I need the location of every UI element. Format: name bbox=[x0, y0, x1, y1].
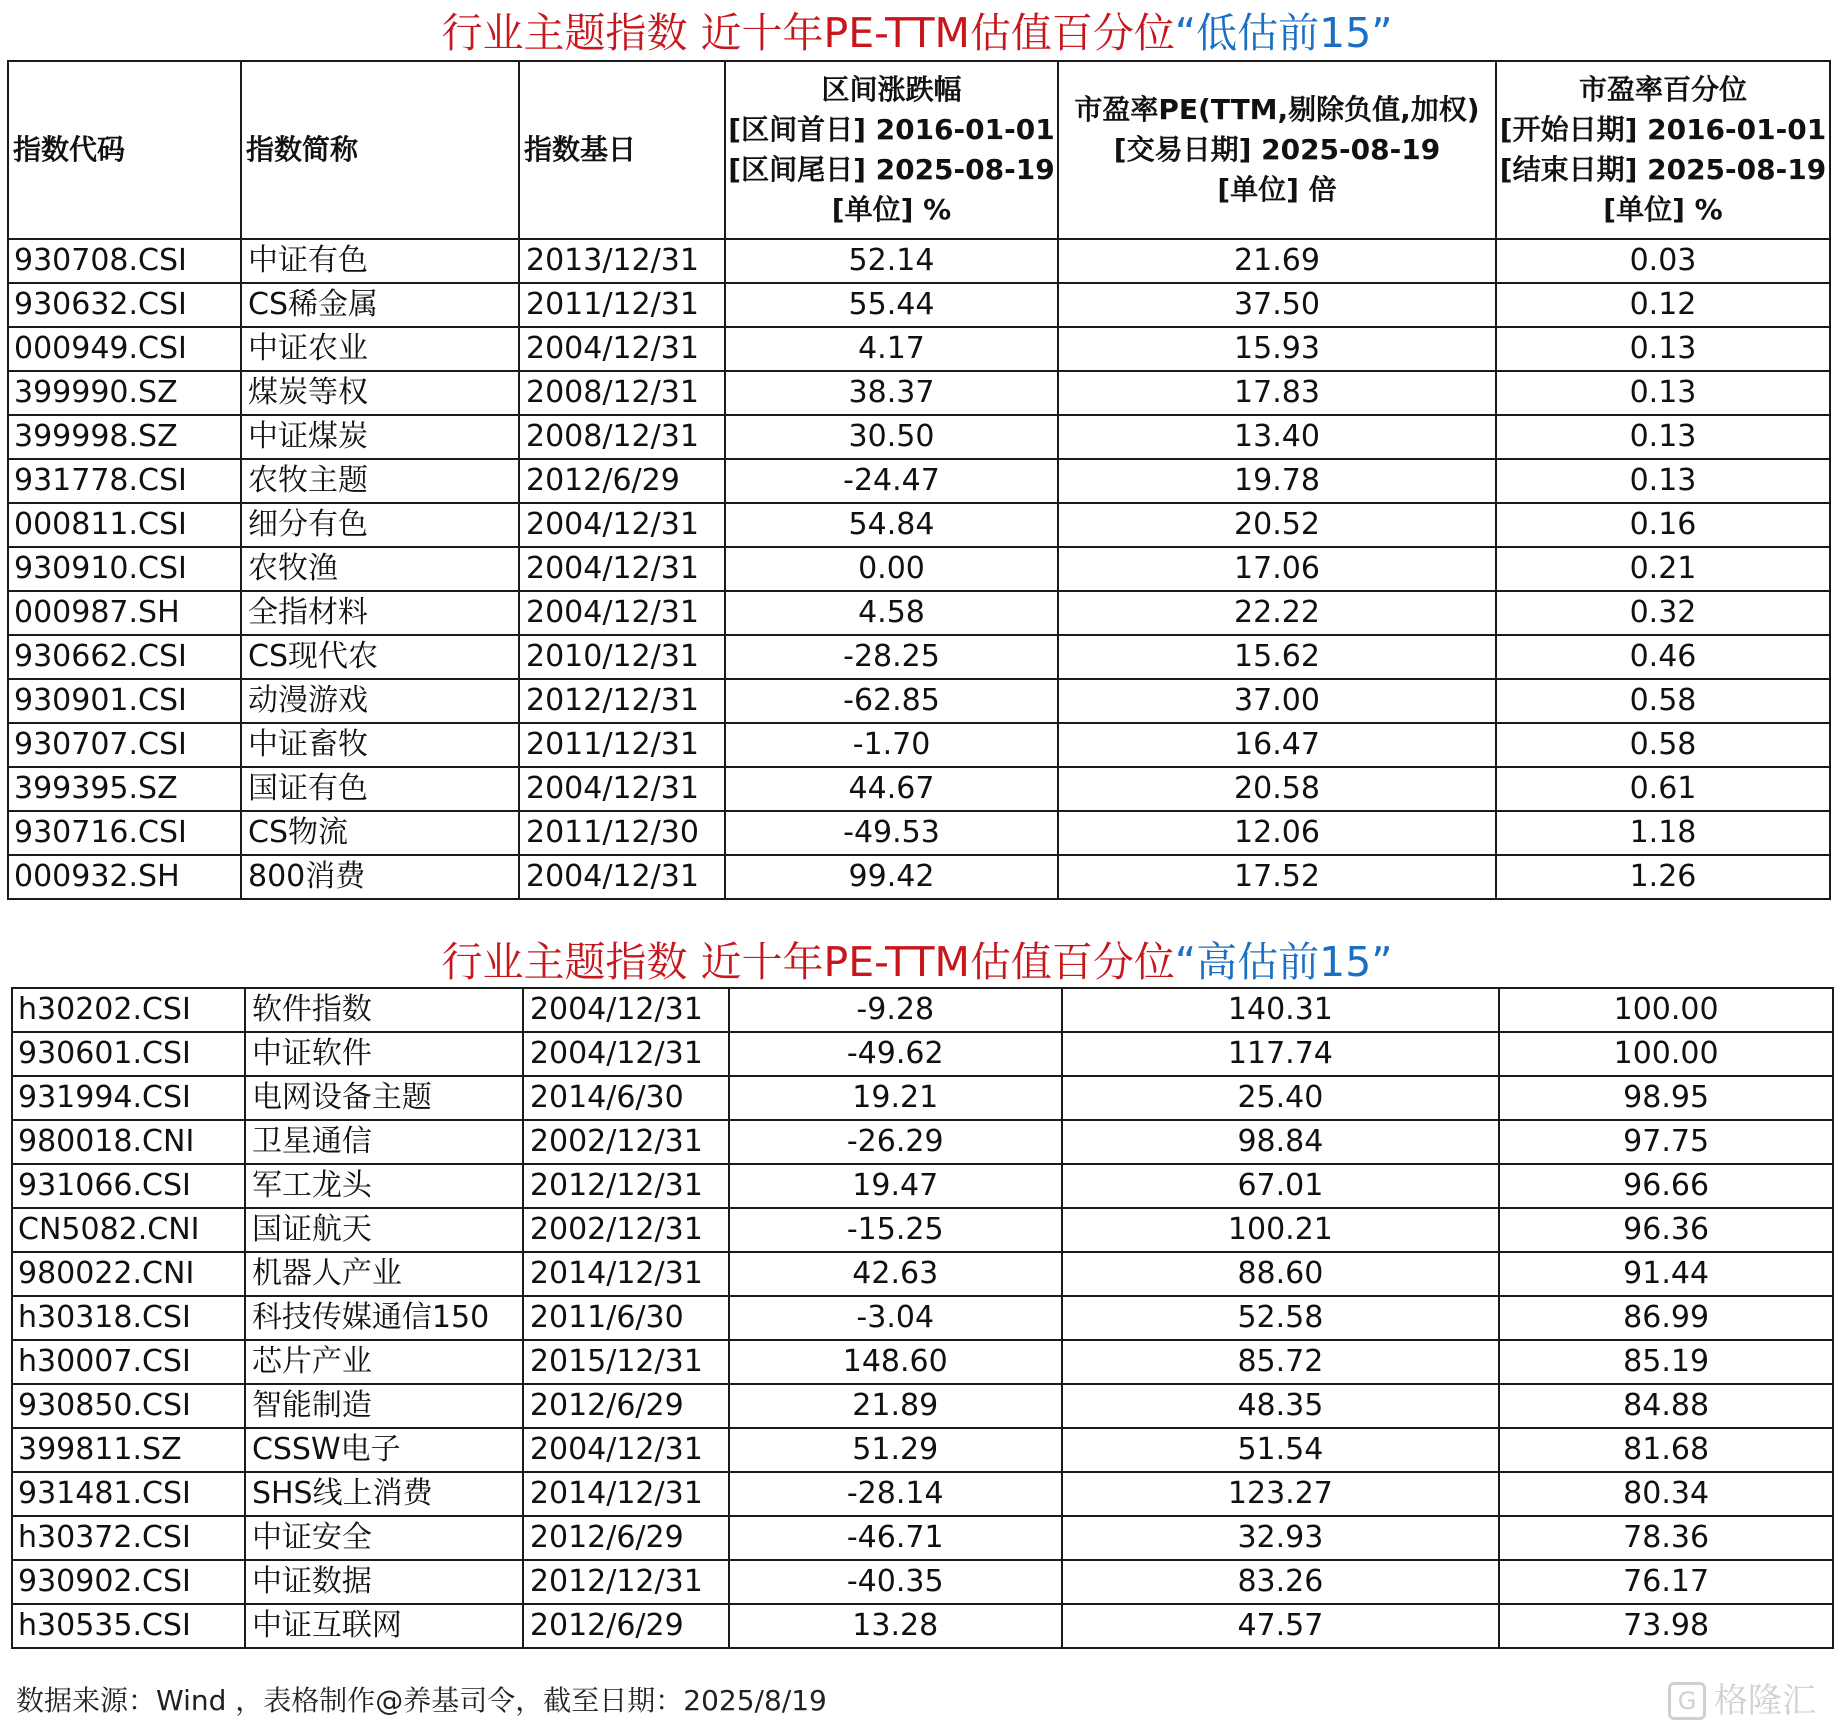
cell-base-date: 2002/12/31 bbox=[523, 1120, 729, 1164]
cell-base-date: 2012/6/29 bbox=[523, 1384, 729, 1428]
cell-pe: 67.01 bbox=[1062, 1164, 1500, 1208]
header-percentile-line: [单位] % bbox=[1603, 193, 1723, 226]
cell-change: 148.60 bbox=[729, 1340, 1062, 1384]
cell-index-code: 931066.CSI bbox=[12, 1164, 245, 1208]
cell-pe: 123.27 bbox=[1062, 1472, 1500, 1516]
high-valuation-title bbox=[0, 934, 1834, 990]
cell-base-date: 2002/12/31 bbox=[523, 1208, 729, 1252]
cell-pe: 100.21 bbox=[1062, 1208, 1500, 1252]
header-percentile-line: 市盈率百分位 bbox=[1578, 73, 1747, 106]
cell-index-code: 930601.CSI bbox=[12, 1032, 245, 1076]
low-title-main: 行业主题指数 近十年PE-TTM估值百分位 bbox=[441, 9, 1175, 57]
cell-index-code: 931778.CSI bbox=[8, 459, 241, 503]
cell-change: 55.44 bbox=[725, 283, 1058, 327]
cell-index-name: CS物流 bbox=[241, 811, 519, 855]
cell-base-date: 2004/12/31 bbox=[519, 547, 725, 591]
cell-index-name: 中证煤炭 bbox=[241, 415, 519, 459]
table-row bbox=[12, 1428, 1833, 1472]
cell-index-code: h30202.CSI bbox=[12, 988, 245, 1032]
header-percentile-line: [开始日期] 2016-01-01 bbox=[1499, 113, 1827, 146]
cell-change: -15.25 bbox=[729, 1208, 1062, 1252]
table-row bbox=[8, 723, 1830, 767]
cell-percentile: 0.12 bbox=[1496, 283, 1830, 327]
table-row bbox=[12, 1076, 1833, 1120]
cell-index-code: 399998.SZ bbox=[8, 415, 241, 459]
cell-percentile: 78.36 bbox=[1499, 1516, 1833, 1560]
cell-index-name: 农牧渔 bbox=[241, 547, 519, 591]
cell-pe: 47.57 bbox=[1062, 1604, 1500, 1648]
cell-percentile: 96.66 bbox=[1499, 1164, 1833, 1208]
table-row bbox=[12, 1384, 1833, 1428]
table-row bbox=[12, 1296, 1833, 1340]
cell-pe: 48.35 bbox=[1062, 1384, 1500, 1428]
cell-index-name: 科技传媒通信150 bbox=[245, 1296, 523, 1340]
cell-index-name: 中证软件 bbox=[245, 1032, 523, 1076]
table-row bbox=[8, 591, 1830, 635]
cell-index-code: 000932.SH bbox=[8, 855, 241, 899]
header-percentile-line: [结束日期] 2025-08-19 bbox=[1499, 153, 1827, 186]
cell-index-code: 000949.CSI bbox=[8, 327, 241, 371]
header-base-date: 指数基日 bbox=[519, 61, 725, 239]
cell-change: -28.25 bbox=[725, 635, 1058, 679]
table-row bbox=[12, 1208, 1833, 1252]
cell-pe: 25.40 bbox=[1062, 1076, 1500, 1120]
header-code: 指数代码 bbox=[8, 61, 241, 239]
cell-pe: 98.84 bbox=[1062, 1120, 1500, 1164]
cell-index-name: 800消费 bbox=[241, 855, 519, 899]
table-row bbox=[8, 855, 1830, 899]
header-pe bbox=[1058, 61, 1496, 239]
cell-change: -28.14 bbox=[729, 1472, 1062, 1516]
table-row bbox=[8, 327, 1830, 371]
cell-percentile: 0.21 bbox=[1496, 547, 1830, 591]
cell-percentile: 0.16 bbox=[1496, 503, 1830, 547]
cell-change: 99.42 bbox=[725, 855, 1058, 899]
cell-pe: 83.26 bbox=[1062, 1560, 1500, 1604]
cell-index-code: 931481.CSI bbox=[12, 1472, 245, 1516]
cell-base-date: 2008/12/31 bbox=[519, 371, 725, 415]
cell-percentile: 98.95 bbox=[1499, 1076, 1833, 1120]
cell-percentile: 81.68 bbox=[1499, 1428, 1833, 1472]
header-percentile bbox=[1496, 61, 1830, 239]
cell-base-date: 2012/12/31 bbox=[523, 1164, 729, 1208]
cell-base-date: 2012/12/31 bbox=[523, 1560, 729, 1604]
cell-index-name: 卫星通信 bbox=[245, 1120, 523, 1164]
cell-base-date: 2011/12/31 bbox=[519, 283, 725, 327]
cell-percentile: 96.36 bbox=[1499, 1208, 1833, 1252]
cell-pe: 20.58 bbox=[1058, 767, 1496, 811]
watermark-text: 格隆汇 bbox=[1714, 1681, 1816, 1721]
watermark-logo-icon: G bbox=[1668, 1682, 1706, 1720]
cell-index-name: CSSW电子 bbox=[245, 1428, 523, 1472]
table-header-row bbox=[8, 61, 1830, 239]
data-source-footer: 数据来源：Wind ，表格制作@养基司令，截至日期：2025/8/19 bbox=[16, 1684, 827, 1717]
cell-pe: 51.54 bbox=[1062, 1428, 1500, 1472]
cell-pe: 21.69 bbox=[1058, 239, 1496, 283]
cell-change: 13.28 bbox=[729, 1604, 1062, 1648]
high-valuation-table bbox=[11, 987, 1834, 1649]
cell-change: 51.29 bbox=[729, 1428, 1062, 1472]
cell-percentile: 100.00 bbox=[1499, 988, 1833, 1032]
table-row bbox=[8, 459, 1830, 503]
cell-index-code: 000811.CSI bbox=[8, 503, 241, 547]
header-change-line: 区间涨跌幅 bbox=[821, 73, 962, 106]
cell-base-date: 2014/12/31 bbox=[523, 1252, 729, 1296]
cell-base-date: 2012/12/31 bbox=[519, 679, 725, 723]
header-change-line: [区间首日] 2016-01-01 bbox=[728, 113, 1055, 146]
cell-percentile: 80.34 bbox=[1499, 1472, 1833, 1516]
cell-base-date: 2008/12/31 bbox=[519, 415, 725, 459]
cell-change: 54.84 bbox=[725, 503, 1058, 547]
cell-change: 19.47 bbox=[729, 1164, 1062, 1208]
cell-change: -49.62 bbox=[729, 1032, 1062, 1076]
cell-index-name: 农牧主题 bbox=[241, 459, 519, 503]
low-valuation-title bbox=[0, 5, 1834, 61]
cell-percentile: 0.58 bbox=[1496, 723, 1830, 767]
cell-index-code: 931994.CSI bbox=[12, 1076, 245, 1120]
cell-percentile: 84.88 bbox=[1499, 1384, 1833, 1428]
cell-pe: 15.62 bbox=[1058, 635, 1496, 679]
table-row bbox=[8, 811, 1830, 855]
cell-index-code: 930707.CSI bbox=[8, 723, 241, 767]
cell-index-code: 930910.CSI bbox=[8, 547, 241, 591]
cell-base-date: 2010/12/31 bbox=[519, 635, 725, 679]
high-title-main: 行业主题指数 近十年PE-TTM估值百分位 bbox=[441, 938, 1175, 986]
table-row bbox=[8, 547, 1830, 591]
table-row bbox=[8, 371, 1830, 415]
cell-base-date: 2004/12/31 bbox=[519, 591, 725, 635]
cell-base-date: 2014/12/31 bbox=[523, 1472, 729, 1516]
cell-change: -24.47 bbox=[725, 459, 1058, 503]
table-row bbox=[12, 1604, 1833, 1648]
table-row bbox=[8, 239, 1830, 283]
cell-percentile: 91.44 bbox=[1499, 1252, 1833, 1296]
table-row bbox=[12, 1164, 1833, 1208]
cell-base-date: 2004/12/31 bbox=[519, 503, 725, 547]
cell-pe: 117.74 bbox=[1062, 1032, 1500, 1076]
cell-index-code: 930632.CSI bbox=[8, 283, 241, 327]
cell-index-code: 930901.CSI bbox=[8, 679, 241, 723]
cell-change: 0.00 bbox=[725, 547, 1058, 591]
cell-base-date: 2012/6/29 bbox=[523, 1516, 729, 1560]
table-row bbox=[12, 1252, 1833, 1296]
cell-pe: 19.78 bbox=[1058, 459, 1496, 503]
cell-index-code: CN5082.CNI bbox=[12, 1208, 245, 1252]
cell-percentile: 97.75 bbox=[1499, 1120, 1833, 1164]
cell-percentile: 1.18 bbox=[1496, 811, 1830, 855]
cell-base-date: 2012/6/29 bbox=[523, 1604, 729, 1648]
cell-index-code: 980022.CNI bbox=[12, 1252, 245, 1296]
cell-pe: 17.52 bbox=[1058, 855, 1496, 899]
cell-base-date: 2011/12/30 bbox=[519, 811, 725, 855]
cell-index-code: h30372.CSI bbox=[12, 1516, 245, 1560]
cell-index-code: 000987.SH bbox=[8, 591, 241, 635]
cell-pe: 12.06 bbox=[1058, 811, 1496, 855]
cell-pe: 17.83 bbox=[1058, 371, 1496, 415]
cell-index-name: 军工龙头 bbox=[245, 1164, 523, 1208]
table-row bbox=[8, 635, 1830, 679]
low-title-quote: “低估前15” bbox=[1174, 9, 1393, 57]
cell-pe: 140.31 bbox=[1062, 988, 1500, 1032]
cell-base-date: 2011/12/31 bbox=[519, 723, 725, 767]
cell-index-name: 中证安全 bbox=[245, 1516, 523, 1560]
cell-change: 38.37 bbox=[725, 371, 1058, 415]
table-row bbox=[12, 1120, 1833, 1164]
high-table-body bbox=[12, 988, 1833, 1648]
cell-change: -49.53 bbox=[725, 811, 1058, 855]
cell-change: -3.04 bbox=[729, 1296, 1062, 1340]
cell-index-code: 930708.CSI bbox=[8, 239, 241, 283]
cell-percentile: 0.32 bbox=[1496, 591, 1830, 635]
header-name: 指数简称 bbox=[241, 61, 519, 239]
cell-index-code: 399990.SZ bbox=[8, 371, 241, 415]
cell-change: -1.70 bbox=[725, 723, 1058, 767]
cell-base-date: 2004/12/31 bbox=[523, 1032, 729, 1076]
cell-percentile: 0.61 bbox=[1496, 767, 1830, 811]
table-row bbox=[8, 679, 1830, 723]
cell-pe: 13.40 bbox=[1058, 415, 1496, 459]
header-pe-line: 市盈率PE(TTM,剔除负值,加权) bbox=[1074, 93, 1480, 126]
cell-index-name: 中证互联网 bbox=[245, 1604, 523, 1648]
cell-change: 42.63 bbox=[729, 1252, 1062, 1296]
cell-index-code: h30007.CSI bbox=[12, 1340, 245, 1384]
cell-index-name: 国证航天 bbox=[245, 1208, 523, 1252]
cell-percentile: 1.26 bbox=[1496, 855, 1830, 899]
cell-pe: 37.50 bbox=[1058, 283, 1496, 327]
cell-change: -9.28 bbox=[729, 988, 1062, 1032]
cell-index-name: 细分有色 bbox=[241, 503, 519, 547]
cell-change: 4.58 bbox=[725, 591, 1058, 635]
cell-percentile: 0.58 bbox=[1496, 679, 1830, 723]
cell-percentile: 0.13 bbox=[1496, 371, 1830, 415]
cell-pe: 52.58 bbox=[1062, 1296, 1500, 1340]
cell-change: 21.89 bbox=[729, 1384, 1062, 1428]
cell-index-code: 980018.CNI bbox=[12, 1120, 245, 1164]
cell-index-code: h30535.CSI bbox=[12, 1604, 245, 1648]
cell-pe: 15.93 bbox=[1058, 327, 1496, 371]
cell-index-code: 399811.SZ bbox=[12, 1428, 245, 1472]
cell-change: 30.50 bbox=[725, 415, 1058, 459]
cell-index-code: h30318.CSI bbox=[12, 1296, 245, 1340]
cell-pe: 16.47 bbox=[1058, 723, 1496, 767]
cell-index-name: CS稀金属 bbox=[241, 283, 519, 327]
cell-index-name: 中证有色 bbox=[241, 239, 519, 283]
cell-base-date: 2004/12/31 bbox=[523, 988, 729, 1032]
cell-percentile: 0.03 bbox=[1496, 239, 1830, 283]
cell-change: -46.71 bbox=[729, 1516, 1062, 1560]
table-row bbox=[8, 503, 1830, 547]
header-pe-line: [单位] 倍 bbox=[1217, 173, 1337, 206]
cell-pe: 20.52 bbox=[1058, 503, 1496, 547]
table-row bbox=[12, 1560, 1833, 1604]
cell-percentile: 0.13 bbox=[1496, 327, 1830, 371]
cell-pe: 32.93 bbox=[1062, 1516, 1500, 1560]
cell-change: 44.67 bbox=[725, 767, 1058, 811]
header-change-line: [单位] % bbox=[831, 193, 952, 226]
cell-index-name: 电网设备主题 bbox=[245, 1076, 523, 1120]
cell-percentile: 0.46 bbox=[1496, 635, 1830, 679]
cell-index-name: 国证有色 bbox=[241, 767, 519, 811]
low-valuation-table bbox=[7, 60, 1831, 900]
cell-pe: 37.00 bbox=[1058, 679, 1496, 723]
cell-index-code: 930662.CSI bbox=[8, 635, 241, 679]
cell-index-name: 智能制造 bbox=[245, 1384, 523, 1428]
header-change bbox=[725, 61, 1058, 239]
cell-change: 4.17 bbox=[725, 327, 1058, 371]
cell-index-code: 399395.SZ bbox=[8, 767, 241, 811]
table-row bbox=[8, 415, 1830, 459]
cell-index-name: CS现代农 bbox=[241, 635, 519, 679]
cell-index-code: 930850.CSI bbox=[12, 1384, 245, 1428]
cell-base-date: 2012/6/29 bbox=[519, 459, 725, 503]
cell-percentile: 76.17 bbox=[1499, 1560, 1833, 1604]
cell-change: -40.35 bbox=[729, 1560, 1062, 1604]
cell-index-name: 动漫游戏 bbox=[241, 679, 519, 723]
table-row bbox=[12, 1472, 1833, 1516]
cell-percentile: 73.98 bbox=[1499, 1604, 1833, 1648]
low-table-body bbox=[8, 239, 1830, 899]
cell-percentile: 86.99 bbox=[1499, 1296, 1833, 1340]
cell-index-name: SHS线上消费 bbox=[245, 1472, 523, 1516]
cell-index-name: 中证畜牧 bbox=[241, 723, 519, 767]
cell-change: -62.85 bbox=[725, 679, 1058, 723]
cell-pe: 17.06 bbox=[1058, 547, 1496, 591]
cell-base-date: 2004/12/31 bbox=[519, 327, 725, 371]
watermark bbox=[1668, 1681, 1816, 1721]
high-title-quote: “高估前15” bbox=[1174, 938, 1393, 986]
cell-base-date: 2013/12/31 bbox=[519, 239, 725, 283]
cell-index-name: 芯片产业 bbox=[245, 1340, 523, 1384]
table-row bbox=[12, 988, 1833, 1032]
table-row bbox=[12, 1516, 1833, 1560]
cell-pe: 22.22 bbox=[1058, 591, 1496, 635]
cell-index-code: 930716.CSI bbox=[8, 811, 241, 855]
cell-change: -26.29 bbox=[729, 1120, 1062, 1164]
cell-base-date: 2015/12/31 bbox=[523, 1340, 729, 1384]
table-row bbox=[8, 283, 1830, 327]
cell-index-name: 中证农业 bbox=[241, 327, 519, 371]
cell-base-date: 2011/6/30 bbox=[523, 1296, 729, 1340]
cell-index-name: 中证数据 bbox=[245, 1560, 523, 1604]
cell-change: 52.14 bbox=[725, 239, 1058, 283]
cell-index-name: 软件指数 bbox=[245, 988, 523, 1032]
cell-percentile: 0.13 bbox=[1496, 415, 1830, 459]
cell-pe: 88.60 bbox=[1062, 1252, 1500, 1296]
cell-pe: 85.72 bbox=[1062, 1340, 1500, 1384]
table-row bbox=[8, 767, 1830, 811]
cell-index-name: 全指材料 bbox=[241, 591, 519, 635]
header-pe-line: [交易日期] 2025-08-19 bbox=[1113, 133, 1441, 166]
cell-base-date: 2004/12/31 bbox=[523, 1428, 729, 1472]
cell-index-name: 机器人产业 bbox=[245, 1252, 523, 1296]
table-row bbox=[12, 1032, 1833, 1076]
cell-base-date: 2014/6/30 bbox=[523, 1076, 729, 1120]
cell-percentile: 100.00 bbox=[1499, 1032, 1833, 1076]
cell-percentile: 0.13 bbox=[1496, 459, 1830, 503]
cell-change: 19.21 bbox=[729, 1076, 1062, 1120]
header-change-line: [区间尾日] 2025-08-19 bbox=[728, 153, 1055, 186]
cell-base-date: 2004/12/31 bbox=[519, 767, 725, 811]
cell-base-date: 2004/12/31 bbox=[519, 855, 725, 899]
cell-index-code: 930902.CSI bbox=[12, 1560, 245, 1604]
cell-percentile: 85.19 bbox=[1499, 1340, 1833, 1384]
table-row bbox=[12, 1340, 1833, 1384]
cell-index-name: 煤炭等权 bbox=[241, 371, 519, 415]
